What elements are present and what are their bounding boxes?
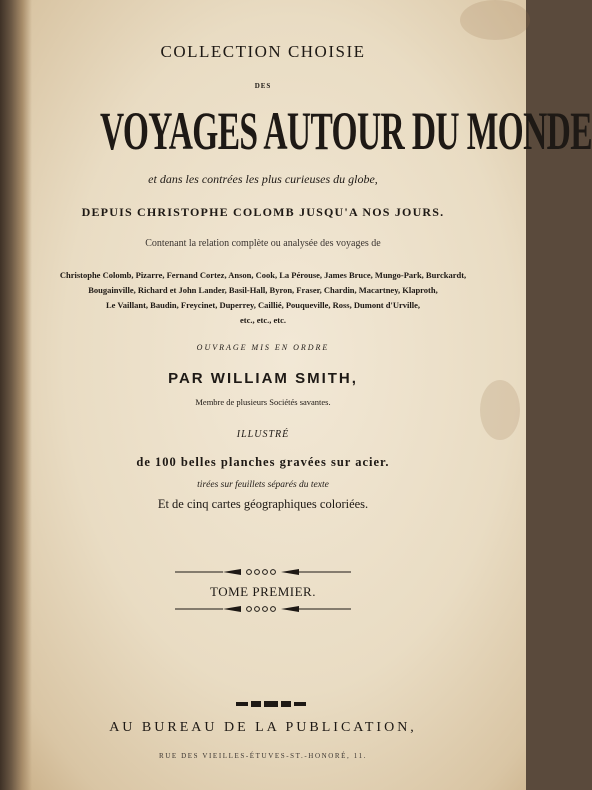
- paper-stain: [460, 0, 530, 40]
- collection-heading: COLLECTION CHOISIE: [160, 42, 366, 61]
- explorer-names: [0, 268, 526, 328]
- author-credential: Membre de plusieurs Sociétés savantes.: [195, 397, 331, 407]
- names-line: Le Vaillant, Baudin, Freycinet, Duperrey, Caillié, Pouqueville, Ross, Dumont d'Urville,: [106, 300, 420, 310]
- depuis-line: DEPUIS CHRISTOPHE COLOMB JUSQU'A NOS JOURS.: [81, 205, 445, 219]
- ornamental-rule-icon: [175, 603, 351, 615]
- subtitle: et dans les contrées les plus curieuses du globe,: [148, 172, 378, 186]
- author-line: PAR WILLIAM SMITH,: [168, 370, 358, 387]
- cartes-line: Et de cinq cartes géographiques coloriées.: [157, 497, 369, 511]
- printer-ornament-icon: [236, 699, 306, 709]
- names-line: Bougainville, Richard et John Lander, Basil-Hall, Byron, Fraser, Chardin, Macartney, Klaproth,: [88, 285, 438, 295]
- planches-line: de 100 belles planches gravées sur acier.: [136, 455, 390, 469]
- illustre-line: ILLUSTRÉ: [236, 429, 290, 440]
- tirees-line: tirées sur feuillets séparés du texte: [197, 480, 329, 490]
- volume-label: TOME PREMIER.: [210, 584, 316, 599]
- binding-gutter: [0, 0, 32, 790]
- publisher-line: AU BUREAU DE LA PUBLICATION,: [109, 720, 417, 735]
- ouvrage-line: OUVRAGE MIS EN ORDRE: [196, 343, 330, 352]
- names-line: etc., etc., etc.: [239, 315, 286, 325]
- publisher-address: RUE DES VIEILLES-ÉTUVES-ST.-HONORÉ, 11.: [158, 752, 368, 760]
- names-line: Christophe Colomb, Pizarre, Fernand Cortez, Anson, Cook, La Pérouse, James Bruce, Mungo-Park, Burckardt,: [59, 270, 467, 280]
- contenant-line: Contenant la relation complète ou analysée des voyages de: [145, 238, 381, 249]
- main-title: VOYAGES AUTOUR DU MONDE: [99, 101, 592, 161]
- des-word: DES: [254, 82, 272, 90]
- ornamental-rule-icon: [175, 566, 351, 578]
